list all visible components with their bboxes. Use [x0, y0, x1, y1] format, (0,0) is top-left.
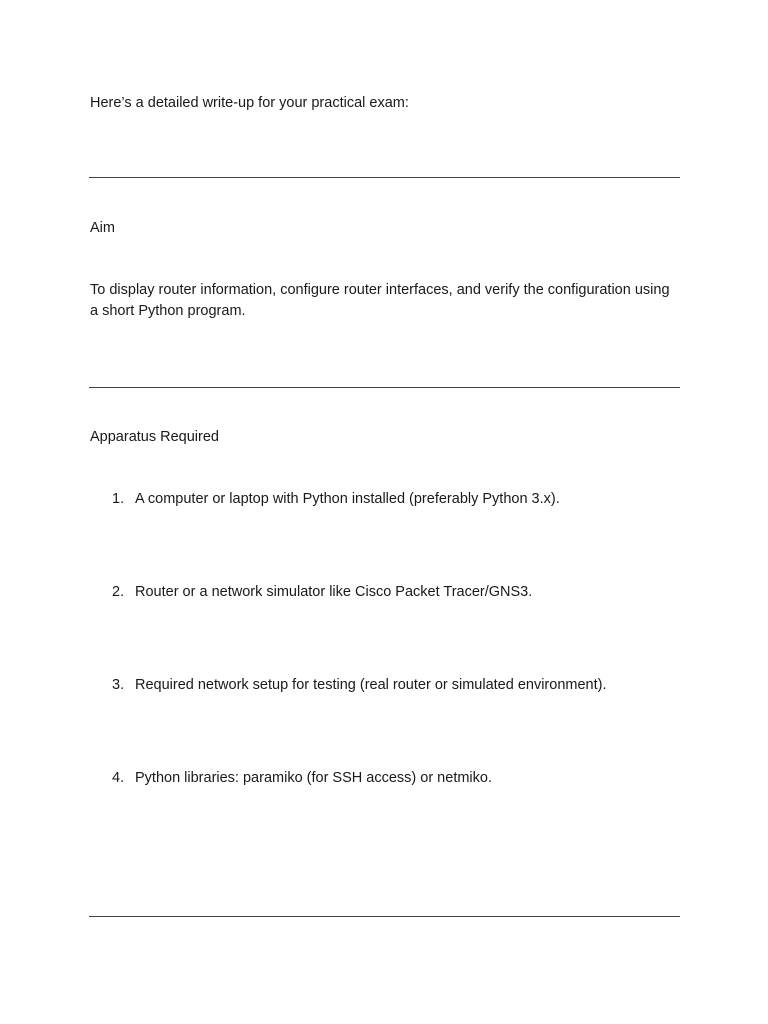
apparatus-heading: Apparatus Required: [90, 429, 219, 445]
aim-heading: Aim: [90, 220, 115, 236]
horizontal-rule: [89, 387, 680, 388]
aim-body: To display router information, configure router interfaces, and verify the configuration using a short Python program.: [90, 282, 670, 319]
intro-text: Here’s a detailed write-up for your practical exam:: [90, 95, 409, 111]
list-item-number: 1.: [112, 491, 125, 507]
list-item-text: Required network setup for testing (real router or simulated environment).: [135, 677, 607, 693]
list-item-text: Python libraries: paramiko (for SSH access) or netmiko.: [135, 770, 492, 786]
list-item-text: A computer or laptop with Python installed (preferably Python 3.x).: [135, 491, 560, 507]
list-item-text: Router or a network simulator like Cisco Packet Tracer/GNS3.: [135, 584, 533, 600]
list-item-number: 3.: [112, 677, 125, 693]
list-item-number: 4.: [112, 770, 125, 786]
horizontal-rule: [89, 916, 680, 917]
list-item-number: 2.: [112, 584, 125, 600]
horizontal-rule: [89, 177, 680, 178]
